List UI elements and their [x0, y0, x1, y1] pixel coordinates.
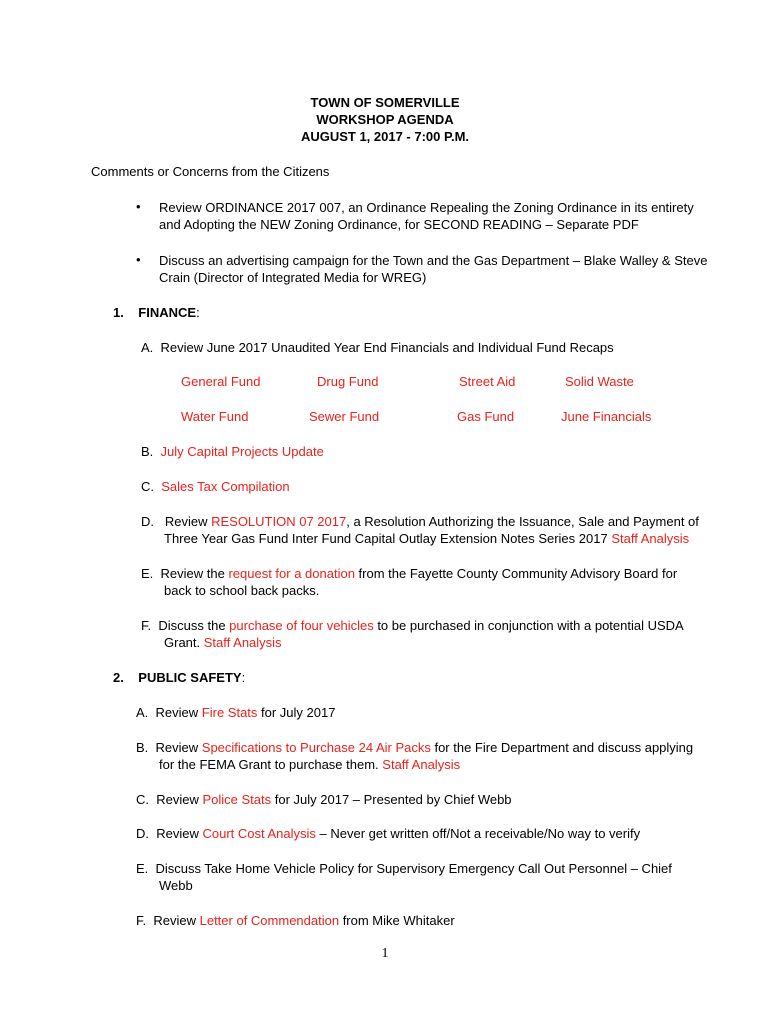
june-financials-link[interactable]: June Financials: [561, 409, 652, 424]
item-text: – Never get written off/Not a receivable/No way to verify: [315, 826, 641, 841]
section-number: 2.: [113, 670, 124, 685]
item-text: for the Fire Department and discuss applying: [430, 740, 694, 755]
gas-fund-link[interactable]: Gas Fund: [457, 409, 515, 424]
item-letter: E.: [141, 566, 154, 581]
item-letter: C.: [141, 479, 154, 494]
fire-stats-link[interactable]: Fire Stats: [201, 705, 258, 720]
commendation-letter-link[interactable]: Letter of Commendation: [199, 913, 340, 928]
item-text: , a Resolution Authorizing the Issuance, Sale and Payment of: [346, 514, 699, 529]
item-letter: D.: [136, 826, 149, 841]
citizens-comments: Comments or Concerns from the Citizens: [91, 164, 330, 179]
water-fund-link[interactable]: Water Fund: [181, 409, 249, 424]
sewer-fund-link[interactable]: Sewer Fund: [309, 409, 380, 424]
solid-waste-link[interactable]: Solid Waste: [565, 374, 634, 389]
section-title: FINANCE: [138, 305, 197, 320]
item-text: Review the: [160, 566, 229, 581]
finance-item-d-line2: [164, 530, 689, 547]
safety-item-d: [136, 825, 640, 842]
bullet-icon: •: [136, 252, 141, 267]
vehicle-purchase-link[interactable]: purchase of four vehicles: [229, 618, 374, 633]
item-letter: D.: [141, 514, 154, 529]
item-text: Review: [155, 740, 202, 755]
item-text: Review June 2017 Unaudited Year End Financials and Individual Fund Recaps: [160, 340, 614, 355]
section-heading-public-safety: [113, 669, 245, 686]
section-colon: :: [241, 670, 246, 685]
item-text: Review: [156, 826, 203, 841]
section-number: 1.: [113, 305, 124, 320]
finance-item-a: [141, 339, 614, 356]
drug-fund-link[interactable]: Drug Fund: [317, 374, 379, 389]
resolution-link[interactable]: RESOLUTION 07 2017: [211, 514, 347, 529]
finance-item-c: [141, 478, 290, 495]
safety-item-e: [136, 860, 672, 877]
agenda-title: WORKSHOP AGENDA: [316, 112, 454, 127]
finance-item-f: [141, 617, 684, 634]
safety-item-b-line2: [159, 756, 460, 773]
bullet-text-line: Crain (Director of Integrated Media for WREG): [159, 270, 427, 285]
bullet-text-line: Review ORDINANCE 2017 007, an Ordinance Repealing the Zoning Ordinance in its entirety: [159, 200, 694, 215]
safety-item-e-line2: Webb: [159, 878, 193, 893]
finance-item-e-line2: back to school back packs.: [164, 583, 320, 598]
safety-item-c: [136, 791, 512, 808]
bullet-icon: •: [136, 199, 141, 214]
item-letter: F.: [136, 913, 147, 928]
item-text: Discuss Take Home Vehicle Policy for Supervisory Emergency Call Out Personnel – Chief: [155, 861, 672, 876]
safety-item-f: [136, 912, 455, 929]
item-text: for July 2017 – Presented by Chief Webb: [271, 792, 512, 807]
section-heading-finance: [113, 304, 200, 321]
bullet-text-line: and Adopting the NEW Zoning Ordinance, for SECOND READING – Separate PDF: [159, 217, 639, 232]
item-letter: F.: [141, 618, 152, 633]
item-text: for the FEMA Grant to purchase them.: [159, 757, 383, 772]
bullet-text-line: Discuss an advertising campaign for the Town and the Gas Department – Blake Walley & Steve: [159, 253, 708, 268]
capital-projects-link[interactable]: July Capital Projects Update: [160, 444, 324, 459]
item-letter: B.: [141, 444, 154, 459]
item-text: for July 2017: [257, 705, 336, 720]
town-title: TOWN OF SOMERVILLE: [310, 95, 460, 110]
item-text: to be purchased in conjunction with a potential USDA: [373, 618, 684, 633]
item-text: Review: [164, 514, 212, 529]
staff-analysis-link[interactable]: Staff Analysis: [203, 635, 282, 650]
court-cost-link[interactable]: Court Cost Analysis: [202, 826, 316, 841]
general-fund-link[interactable]: General Fund: [181, 374, 261, 389]
finance-item-f-line2: [164, 634, 282, 651]
staff-analysis-link[interactable]: Staff Analysis: [382, 757, 461, 772]
street-aid-link[interactable]: Street Aid: [459, 374, 516, 389]
item-text: Three Year Gas Fund Inter Fund Capital Outlay Extension Notes Series 2017: [164, 531, 612, 546]
safety-item-a: [136, 704, 335, 721]
agenda-date: AUGUST 1, 2017 - 7:00 P.M.: [300, 129, 470, 144]
staff-analysis-link[interactable]: Staff Analysis: [611, 531, 690, 546]
finance-item-b: [141, 443, 324, 460]
item-letter: A.: [136, 705, 149, 720]
item-letter: A.: [141, 340, 154, 355]
donation-request-link[interactable]: request for a donation: [228, 566, 355, 581]
safety-item-b: [136, 739, 693, 756]
item-text: Review: [153, 913, 200, 928]
item-text: from Mike Whitaker: [339, 913, 455, 928]
police-stats-link[interactable]: Police Stats: [202, 792, 272, 807]
section-title: PUBLIC SAFETY: [138, 670, 242, 685]
item-text: from the Fayette County Community Advisory Board for: [354, 566, 678, 581]
page-number: 1: [381, 946, 389, 961]
item-letter: C.: [136, 792, 149, 807]
item-text: Review: [156, 792, 203, 807]
sales-tax-link[interactable]: Sales Tax Compilation: [161, 479, 290, 494]
item-letter: E.: [136, 861, 149, 876]
finance-item-d: [141, 513, 699, 530]
item-text: Review: [155, 705, 202, 720]
section-colon: :: [196, 305, 200, 320]
air-packs-link[interactable]: Specifications to Purchase 24 Air Packs: [201, 740, 431, 755]
item-text: Discuss the: [158, 618, 230, 633]
item-text: Grant.: [164, 635, 204, 650]
item-letter: B.: [136, 740, 149, 755]
finance-item-e: [141, 565, 677, 582]
